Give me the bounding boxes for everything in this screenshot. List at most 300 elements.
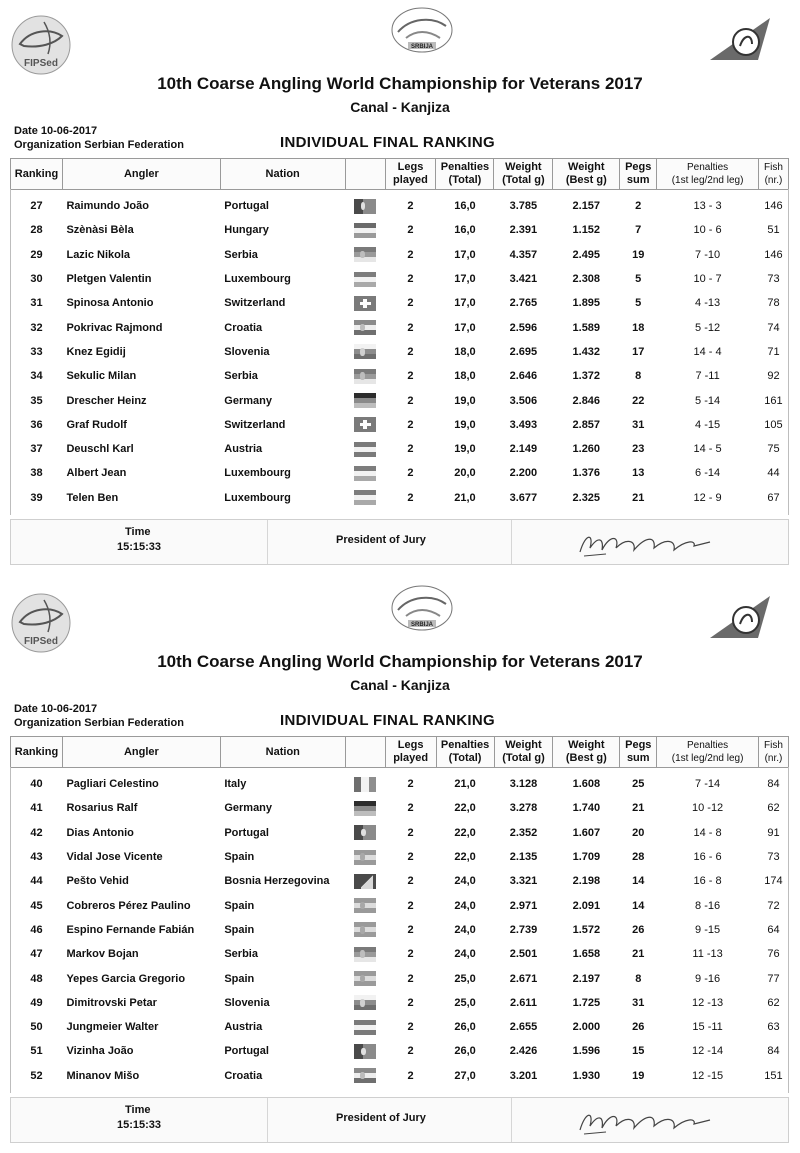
venue-subtitle: Canal - Kanjiza [350,677,450,693]
legs-cell: 2 [407,778,414,791]
penalties-total-cell: 21,0 [454,778,476,791]
weight-best-cell: 2.325 [572,491,601,504]
nation-cell: Hungary [224,224,269,237]
penalties-total-cell: 16,0 [454,224,476,237]
legs-cell: 2 [407,467,414,480]
weight-total-cell: 2.426 [509,1045,538,1058]
penalties-total-cell: 17,0 [454,297,476,310]
rank-cell: 47 [30,948,43,961]
col-fish [758,159,788,190]
fish-cell: 72 [767,899,780,912]
table-row [11,893,789,917]
fish-cell: 84 [767,1045,780,1058]
rank-cell: 37 [30,443,43,456]
weight-best-cell: 1.709 [572,851,601,864]
col-penalties-legs [657,737,759,768]
penalties-total-cell: 19,0 [454,443,476,456]
table-row [11,315,789,339]
nation-cell: Switzerland [224,297,286,310]
pegs-sum-cell: 19 [632,1069,645,1082]
slovenia-flag-icon [354,344,376,359]
header-line: Fish [764,162,783,173]
jury-signature [576,1100,716,1140]
weight-best-cell: 1.152 [572,224,601,237]
fish-cell: 84 [767,778,780,791]
weight-total-cell: 3.128 [509,778,538,791]
col-nation: Nation [220,737,345,768]
flag-cell [345,218,385,242]
weight-total-cell: 2.611 [510,996,537,1009]
header-line: sum [626,174,650,186]
penalties-total-cell: 26,0 [454,1045,476,1058]
weight-total-cell: 2.135 [509,851,538,864]
switzerland-flag-icon [354,296,376,311]
legs-cell: 2 [407,248,414,261]
penalties-total-cell: 27,0 [454,1069,476,1082]
flag-cell [345,243,385,267]
penalties-total-cell: 24,0 [454,899,476,912]
col-angler: Angler [62,159,220,190]
table-row [11,388,789,412]
report-date: Date 10-06-2017 [14,125,98,137]
fish-cell: 71 [767,345,780,358]
rank-cell: 44 [30,875,43,888]
legs-cell: 2 [407,443,414,456]
rank-cell: 33 [30,345,43,358]
serbia-flag-icon [354,247,376,262]
fipsed-logo [10,592,72,654]
flag-cell [345,821,385,845]
weight-total-cell: 3.493 [509,418,538,431]
svg-text:SRBIJA: SRBIJA [410,622,434,628]
header-line: played [393,752,429,764]
table-row [11,461,789,485]
col-pegs-sum [620,737,657,768]
fish-cell: 92 [767,370,780,383]
legs-cell: 2 [407,1021,414,1034]
penalties-total-cell: 24,0 [454,875,476,888]
weight-best-cell: 2.495 [572,248,601,261]
table-row [11,869,789,893]
table-row [11,1015,789,1039]
germany-flag-icon [354,393,376,408]
nation-cell: Serbia [224,248,258,261]
nation-cell: Bosnia Herzegovina [224,875,330,888]
weight-best-cell: 1.572 [572,923,601,936]
flag-cell [345,437,385,461]
weight-total-cell: 2.695 [509,345,538,358]
penalties-total-cell: 20,0 [454,467,476,480]
angler-cell: Minanov Mišo [66,1069,140,1082]
penalties-legs-cell: 4 -15 [695,418,721,431]
ranking-sheet-2 [0,578,800,1153]
penalties-total-cell: 17,0 [454,273,476,286]
table-row [11,243,789,267]
angler-cell: Jungmeier Walter [66,1021,159,1034]
jury-signature [576,522,716,562]
rank-cell: 34 [30,370,43,383]
angler-cell: Raimundo João [66,200,149,213]
header-line: Weight [568,739,605,751]
spain-flag-icon [354,971,376,986]
col-ranking: Ranking [11,159,63,190]
serbia-flag-icon [354,369,376,384]
col-weight-total [494,737,553,768]
flag-cell [345,388,385,412]
weight-total-cell: 2.655 [509,1021,538,1034]
table-row [11,796,789,820]
pegs-sum-cell: 17 [632,345,645,358]
header-line: Pegs [625,161,652,173]
rank-cell: 46 [30,923,43,936]
penalties-legs-cell: 11 -13 [692,948,723,961]
header-line: (Total g) [502,752,545,764]
pegs-sum-cell: 26 [632,923,645,936]
nation-cell: Switzerland [224,418,286,431]
flag-cell [345,1039,385,1063]
croatia-flag-icon [354,1068,376,1083]
bosnia-flag-icon [354,874,376,889]
rank-cell: 38 [30,467,43,480]
rank-cell: 31 [30,297,43,310]
rank-cell: 49 [30,996,43,1009]
angler-cell: Pokrivac Rajmond [66,321,163,334]
svg-text:FIPSed: FIPSed [24,58,58,69]
legs-cell: 2 [407,394,414,407]
president-of-jury-label: President of Jury [336,534,426,546]
penalties-total-cell: 21,0 [454,491,476,504]
weight-total-cell: 2.200 [509,467,538,480]
penalties-legs-cell: 7 -14 [695,778,721,791]
italy-flag-icon [354,777,376,792]
fish-cell: 62 [767,802,780,815]
legs-cell: 2 [407,996,414,1009]
legs-cell: 2 [407,1045,414,1058]
penalties-legs-cell: 9 -16 [695,972,721,985]
flag-cell [345,966,385,990]
pegs-sum-cell: 23 [632,443,645,456]
legs-cell: 2 [407,370,414,383]
fipsed-logo [10,14,72,76]
flag-cell [345,918,385,942]
weight-best-cell: 2.091 [572,899,601,912]
table-row [11,942,789,966]
rank-cell: 29 [30,248,43,261]
croatia-flag-icon [354,320,376,335]
legs-cell: 2 [407,802,414,815]
angler-cell: Spinosa Antonio [66,297,154,310]
fish-cell: 62 [767,996,780,1009]
table-row [11,966,789,990]
footer-divider [267,1098,268,1142]
time-label: Time [125,1104,151,1116]
serbia-federation-logo [388,4,456,60]
pegs-sum-cell: 5 [635,273,642,286]
angler-cell: Szènàsi Bèla [66,224,134,237]
table-row [11,1039,789,1063]
fish-cell: 76 [767,948,780,961]
flag-cell [345,340,385,364]
fish-cell: 73 [767,273,780,286]
weight-total-cell: 2.671 [509,972,538,985]
weight-best-cell: 1.607 [572,826,601,839]
header-line: (1st leg/2nd leg) [671,175,744,186]
weight-best-cell: 1.372 [572,370,601,383]
col-flag [345,159,385,190]
legs-cell: 2 [407,273,414,286]
table-row [11,437,789,461]
table-header-row [11,159,789,190]
fish-cell: 146 [764,248,783,261]
serbia-federation-logo [388,582,456,638]
penalties-total-cell: 18,0 [454,370,476,383]
penalties-legs-cell: 16 - 8 [693,875,722,888]
table-row [11,991,789,1015]
weight-best-cell: 2.308 [572,273,601,286]
footer [10,519,789,565]
penalties-total-cell: 25,0 [454,996,476,1009]
penalties-legs-cell: 13 - 3 [693,200,722,213]
pegs-sum-cell: 22 [632,394,645,407]
flag-cell [345,796,385,820]
angler-cell: Rosarius Ralf [66,802,138,815]
nation-cell: Croatia [224,321,263,334]
svg-text:FIPSed: FIPSed [24,636,58,647]
flag-cell [345,413,385,437]
portugal-flag-icon [354,1044,376,1059]
fish-cell: 77 [767,972,780,985]
angler-cell: Albert Jean [66,467,127,480]
penalties-total-cell: 19,0 [454,394,476,407]
table-row [11,218,789,242]
fish-cell: 161 [764,394,783,407]
header-line: Pegs [625,739,652,751]
weight-total-cell: 3.201 [509,1069,538,1082]
nation-cell: Spain [224,851,255,864]
col-nation: Nation [220,159,345,190]
penalties-legs-cell: 15 -11 [692,1021,723,1034]
legs-cell: 2 [407,826,414,839]
legs-cell: 2 [407,345,414,358]
rank-cell: 43 [30,851,43,864]
fish-cell: 64 [767,923,780,936]
time-value: 15:15:33 [117,1119,162,1131]
organization: Organization Serbian Federation [14,717,184,729]
penalties-legs-cell: 12 - 9 [693,491,722,504]
flag-cell [345,845,385,869]
weight-total-cell: 2.352 [509,826,538,839]
table-row [11,768,789,797]
penalties-legs-cell: 10 -12 [691,802,724,815]
president-of-jury-label: President of Jury [336,1112,426,1124]
rank-cell: 51 [30,1045,43,1058]
angler-cell: Pletgen Valentin [66,273,152,286]
pegs-sum-cell: 21 [632,948,645,961]
report-title: INDIVIDUAL FINAL RANKING [280,712,495,729]
weight-total-cell: 4.357 [509,248,538,261]
luxembourg-flag-icon [354,466,376,481]
header-line: Weight [568,161,605,173]
penalties-legs-cell: 10 - 7 [693,273,722,286]
fish-emblem-logo [708,592,774,642]
angler-cell: Lazic Nikola [66,248,131,261]
penalties-legs-cell: 12 -15 [691,1069,724,1082]
penalties-legs-cell: 5 -14 [695,394,721,407]
portugal-flag-icon [354,825,376,840]
rank-cell: 52 [30,1069,43,1082]
rank-cell: 42 [30,826,43,839]
col-penalties-total [436,737,494,768]
weight-best-cell: 2.846 [572,394,601,407]
fish-cell: 174 [764,875,783,888]
col-weight-total [494,159,553,190]
penalties-total-cell: 17,0 [454,321,476,334]
table-row [11,340,789,364]
header-line: Fish [764,740,783,751]
pegs-sum-cell: 8 [635,972,642,985]
venue-subtitle: Canal - Kanjiza [350,99,450,115]
time-value: 15:15:33 [117,541,162,553]
pegs-sum-cell: 21 [632,491,645,504]
col-penalties-legs [657,159,759,190]
weight-total-cell: 2.646 [509,370,538,383]
header-line: Penalties [440,739,490,751]
slovenia-flag-icon [354,995,376,1010]
penalties-legs-cell: 6 -14 [695,467,721,480]
legs-cell: 2 [407,491,414,504]
penalties-total-cell: 19,0 [454,418,476,431]
rank-cell: 50 [30,1021,43,1034]
header-line: Penalties [440,161,490,173]
rank-cell: 27 [30,200,43,213]
col-pegs-sum [620,159,657,190]
rank-cell: 30 [30,273,43,286]
weight-total-cell: 3.677 [509,491,538,504]
flag-cell [345,461,385,485]
penalties-legs-cell: 14 - 4 [693,345,722,358]
hungary-flag-icon [354,223,376,238]
switzerland-flag-icon [354,417,376,432]
penalties-total-cell: 26,0 [454,1021,476,1034]
angler-cell: Vizinha João [66,1045,134,1058]
footer [10,1097,789,1143]
penalties-total-cell: 17,0 [454,248,476,261]
flag-cell [345,364,385,388]
table-row [11,364,789,388]
rank-cell: 40 [30,778,43,791]
table-row [11,413,789,437]
angler-cell: Cobreros Pérez Paulino [66,899,191,912]
table-row [11,821,789,845]
header-line: (Total) [448,174,482,186]
weight-total-cell: 2.596 [509,321,538,334]
header-line: (nr.) [764,753,783,764]
penalties-legs-cell: 9 -15 [695,923,721,936]
table-row [11,190,789,219]
ranking-sheet-1 [0,0,800,575]
col-legs [385,159,436,190]
penalties-total-cell: 22,0 [454,826,476,839]
footer-divider [511,520,512,564]
penalties-legs-cell: 16 - 6 [693,851,722,864]
penalties-legs-cell: 14 - 8 [693,826,722,839]
pegs-sum-cell: 7 [635,224,642,237]
nation-cell: Serbia [224,370,258,383]
penalties-legs-cell: 8 -16 [695,899,721,912]
report-title: INDIVIDUAL FINAL RANKING [280,134,495,151]
penalties-total-cell: 22,0 [454,802,476,815]
rank-cell: 39 [30,491,43,504]
rank-cell: 35 [30,394,43,407]
angler-cell: Graf Rudolf [66,418,127,431]
weight-best-cell: 1.658 [572,948,601,961]
weight-best-cell: 1.589 [572,321,601,334]
fish-cell: 78 [767,297,780,310]
pegs-sum-cell: 5 [635,297,642,310]
header-line: Legs [397,161,424,173]
weight-total-cell: 2.149 [509,443,538,456]
fish-cell: 74 [767,321,780,334]
weight-total-cell: 3.785 [509,200,538,213]
footer-divider [267,520,268,564]
pegs-sum-cell: 20 [632,826,645,839]
nation-cell: Italy [224,778,247,791]
legs-cell: 2 [407,899,414,912]
weight-best-cell: 2.857 [572,418,601,431]
austria-flag-icon [354,1020,376,1035]
penalties-total-cell: 24,0 [454,948,476,961]
nation-cell: Germany [224,394,272,407]
nation-cell: Germany [224,802,273,815]
pegs-sum-cell: 15 [632,1045,645,1058]
weight-best-cell: 1.376 [572,467,601,480]
luxembourg-flag-icon [354,490,376,505]
header-line: Weight [505,739,542,751]
championship-title: 10th Coarse Angling World Championship for Veterans 2017 [157,74,643,93]
weight-best-cell: 1.930 [572,1069,601,1082]
legs-cell: 2 [407,418,414,431]
legs-cell: 2 [407,200,414,213]
nation-cell: Spain [224,899,255,912]
fish-cell: 75 [767,443,780,456]
legs-cell: 2 [407,1069,414,1082]
nation-cell: Slovenia [224,996,270,1009]
fish-cell: 146 [764,200,783,213]
pegs-sum-cell: 21 [632,802,645,815]
austria-flag-icon [354,442,376,457]
svg-text:SRBIJA: SRBIJA [410,44,434,50]
nation-cell: Luxembourg [224,491,291,504]
serbia-flag-icon [354,947,376,962]
angler-cell: Telen Ben [66,491,119,504]
flag-cell [345,942,385,966]
col-flag [345,737,385,768]
weight-total-cell: 3.421 [509,273,538,286]
penalties-total-cell: 16,0 [454,200,476,213]
fish-emblem-logo [708,14,774,64]
weight-best-cell: 1.740 [572,802,601,815]
header-line: Penalties [687,162,729,173]
legs-cell: 2 [407,297,414,310]
header-line: (Total g) [502,174,545,186]
flag-cell [345,315,385,339]
weight-best-cell: 1.260 [572,443,601,456]
col-weight-best [553,159,620,190]
weight-best-cell: 1.596 [572,1045,601,1058]
weight-best-cell: 2.197 [572,972,601,985]
angler-cell: Pešto Vehid [66,875,129,888]
flag-cell [345,1015,385,1039]
